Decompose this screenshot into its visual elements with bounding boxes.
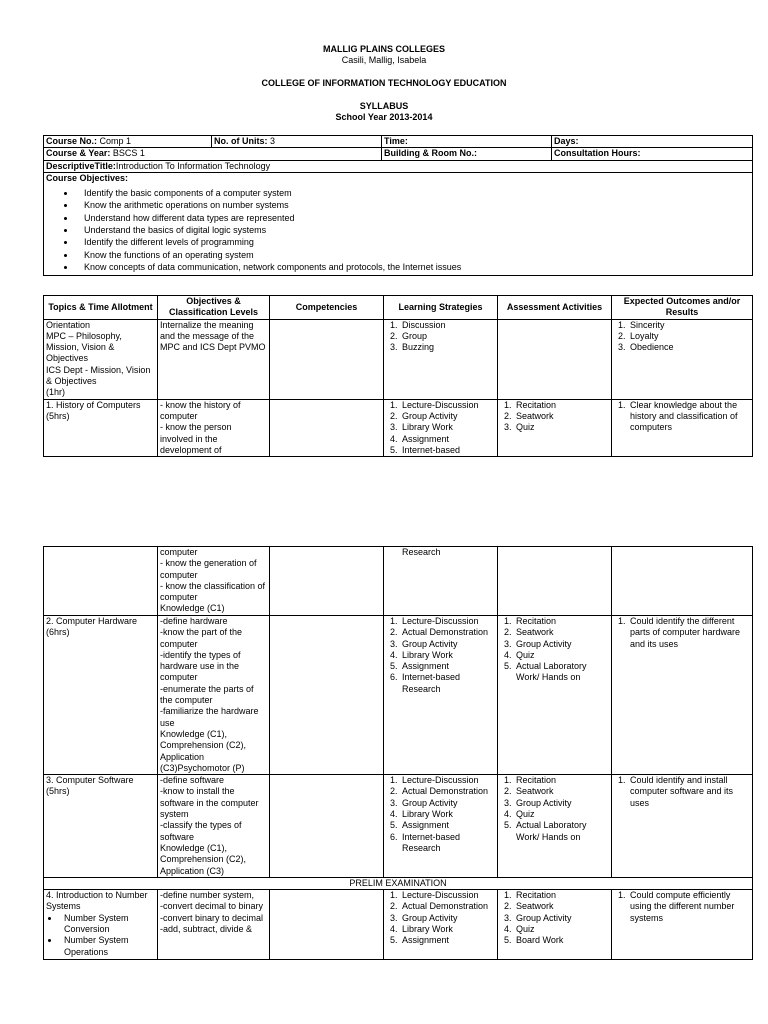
list-item: 1. Discussion [400, 320, 495, 331]
list-item: 2. Actual Demonstration [400, 627, 495, 638]
list-item: 1. Clear knowledge about the history and classification of computers [628, 400, 750, 434]
table-row [44, 616, 753, 775]
list-item: 3. Group Activity [400, 798, 495, 809]
school-year: School Year 2013-2014 [335, 112, 433, 122]
list-item: 1. Recitation [514, 890, 609, 901]
strategies-cell: Research [384, 547, 498, 616]
assessment-cell [498, 319, 612, 399]
course-no-label: Course No.: [46, 136, 98, 146]
consultation-label: Consultation Hours: [552, 148, 753, 160]
col-assessment: Assessment Activities [498, 296, 612, 320]
list-item: • Identify the different levels of programming [76, 236, 750, 248]
strategies-cell [384, 775, 498, 878]
list-item: 3. Obedience [628, 342, 750, 353]
strategies-cell [384, 890, 498, 960]
info-row [44, 136, 753, 148]
syllabus-table-page2 [43, 546, 753, 960]
list-item: 2. Actual Demonstration [400, 901, 495, 912]
time-label: Time: [382, 136, 552, 148]
list-item: 1. Recitation [514, 400, 609, 411]
list-item: 4. Quiz [514, 924, 609, 935]
list-item: 1. Lecture-Discussion [400, 616, 495, 627]
col-objectives: Objectives & Classification Levels [158, 296, 270, 320]
list-item: 5. Assignment [400, 820, 495, 831]
objectives-cell: -define software -know to install the software in the computer system -classify the types of software Knowledge (C1), Comprehension (C2), Application (C3) [158, 775, 270, 878]
col-competencies: Competencies [270, 296, 384, 320]
objectives-cell: -define hardware -know the part of the computer -identify the types of hardware use in the computer -enumerate the parts of the computer -familiarize the hardware use Knowledge (C1), Comprehension (C2), Application (C3)Psychomotor (P) [158, 616, 270, 775]
list-item: 4. Library Work [400, 924, 495, 935]
list-item: 2. Group [400, 331, 495, 342]
list-item: 3. Group Activity [514, 639, 609, 650]
list-item: 4. Quiz [514, 650, 609, 661]
list-item: 4. Library Work [400, 809, 495, 820]
list-item: 3. Quiz [514, 422, 609, 433]
list-item: 3. Buzzing [400, 342, 495, 353]
competencies-cell [270, 319, 384, 399]
col-outcomes: Expected Outcomes and/or Results [612, 296, 753, 320]
list-item: 6. Internet-based Research [400, 832, 495, 855]
outcomes-cell [612, 399, 753, 456]
list-item: 2. Seatwork [514, 786, 609, 797]
list-item: 3. Group Activity [400, 639, 495, 650]
table-row [44, 547, 753, 616]
topic-cell: Orientation MPC – Philosophy, Mission, Vision & Objectives ICS Dept - Mission, Vision & Objectives (1hr) [44, 319, 158, 399]
building-label: Building & Room No.: [382, 148, 552, 160]
info-row [44, 148, 753, 160]
list-item: 5. Actual Laboratory Work/ Hands on [514, 820, 609, 843]
topic-cell [44, 890, 158, 960]
list-item: 1. Sincerity [628, 320, 750, 331]
course-year-cell [44, 148, 382, 160]
list-item: • Number System Conversion [60, 913, 155, 936]
col-topics: Topics & Time Allotment [44, 296, 158, 320]
topic-subtopics [46, 913, 155, 958]
college-address: Casili, Mallig, Isabela [341, 55, 427, 65]
prelim-examination-label: PRELIM EXAMINATION [44, 877, 753, 889]
competencies-cell [270, 616, 384, 775]
course-year-label: Course & Year: [46, 148, 111, 159]
course-objectives-label: Course Objectives: [46, 172, 129, 183]
list-item: 5. Assignment [400, 935, 495, 946]
list-item: 3. Group Activity [400, 913, 495, 924]
list-item: 1. Recitation [514, 775, 609, 786]
col-strategies: Learning Strategies [384, 296, 498, 320]
strategies-cell [384, 616, 498, 775]
list-item: 5. Internet-based [400, 445, 495, 456]
list-item: • Number System Operations [60, 935, 155, 958]
assessment-cell [498, 547, 612, 616]
topic-cell [44, 547, 158, 616]
list-item: • Understand the basics of digital logic systems [76, 224, 750, 236]
list-item: 4. Assignment [400, 434, 495, 445]
assessment-cell [498, 399, 612, 456]
list-item: 2. Seatwork [514, 901, 609, 912]
list-item: 3. Group Activity [514, 913, 609, 924]
list-item: 1. Could identify the different parts of computer hardware and its uses [628, 616, 750, 650]
college-name: MALLIG PLAINS COLLEGES [322, 44, 445, 54]
units-value: 3 [267, 136, 276, 146]
assessment-cell [498, 775, 612, 878]
assessment-cell [498, 616, 612, 775]
objectives-cell: - know the history of computer - know the person involved in the development of [158, 399, 270, 456]
topic-cell: 1. History of Computers (5hrs) [44, 399, 158, 456]
list-item: 1. Could identify and install computer software and its uses [628, 775, 750, 809]
list-item: 1. Lecture-Discussion [400, 400, 495, 411]
objectives-cell: -define number system, -convert decimal to binary -convert binary to decimal -add, subtract, divide & [158, 890, 270, 960]
list-item: • Know the arithmetic operations on number systems [76, 199, 750, 211]
table-row [44, 399, 753, 456]
topic-cell: 2. Computer Hardware (6hrs) [44, 616, 158, 775]
course-objectives-list [46, 187, 750, 273]
objectives-cell: computer - know the generation of computer - know the classification of computer Knowledge (C1) [158, 547, 270, 616]
descriptive-title-label: DescriptiveTitle: [46, 160, 116, 171]
table-header-row [44, 296, 753, 320]
course-year-value: BSCS 1 [110, 148, 145, 159]
competencies-cell [270, 399, 384, 456]
outcomes-cell [612, 319, 753, 399]
list-item: • Know concepts of data communication, network components and protocols, the Internet issues [76, 261, 750, 273]
list-item: 1. Recitation [514, 616, 609, 627]
list-item: 2. Seatwork [514, 411, 609, 422]
outcomes-cell [612, 547, 753, 616]
list-item: 1. Lecture-Discussion [400, 775, 495, 786]
units-cell [212, 136, 382, 148]
list-item: 2. Actual Demonstration [400, 786, 495, 797]
info-row [44, 160, 753, 172]
descriptive-title-value: Introduction To Information Technology [115, 160, 271, 171]
outcomes-cell [612, 890, 753, 960]
table-row [44, 319, 753, 399]
list-item: 5. Assignment [400, 661, 495, 672]
list-item: • Understand how different data types are represented [76, 212, 750, 224]
competencies-cell [270, 547, 384, 616]
syllabus-table-page1 [43, 295, 753, 457]
exam-row [44, 877, 753, 889]
table-row [44, 890, 753, 960]
outcomes-cell [612, 775, 753, 878]
competencies-cell [270, 775, 384, 878]
list-item: 4. Quiz [514, 809, 609, 820]
topic-title: 4. Introduction to Number Systems [46, 890, 148, 912]
objectives-cell: Internalize the meaning and the message of the MPC and ICS Dept PVMO [158, 319, 270, 399]
list-item: 6. Internet-based Research [400, 672, 495, 695]
info-row [44, 172, 753, 275]
list-item: • Identify the basic components of a computer system [76, 187, 750, 199]
course-info-table [43, 135, 753, 276]
list-item: 2. Seatwork [514, 627, 609, 638]
strategies-cell [384, 319, 498, 399]
course-objectives-cell [44, 172, 753, 275]
list-item: 1. Lecture-Discussion [400, 890, 495, 901]
department-name: COLLEGE OF INFORMATION TECHNOLOGY EDUCATION [261, 78, 507, 88]
days-label: Days: [552, 136, 753, 148]
strategies-cell [384, 399, 498, 456]
assessment-cell [498, 890, 612, 960]
competencies-cell [270, 890, 384, 960]
course-no-value: Comp 1 [97, 136, 132, 146]
list-item: • Know the functions of an operating system [76, 249, 750, 261]
units-label: No. of Units: [214, 136, 268, 146]
descriptive-title-cell [44, 160, 753, 172]
table-row [44, 775, 753, 878]
list-item: 4. Library Work [400, 650, 495, 661]
list-item: 3. Library Work [400, 422, 495, 433]
list-item: 1. Could compute efficiently using the different number systems [628, 890, 750, 924]
list-item: 2. Loyalty [628, 331, 750, 342]
outcomes-cell [612, 616, 753, 775]
list-item: 3. Group Activity [514, 798, 609, 809]
document-title: SYLLABUS [359, 101, 409, 111]
list-item: 5. Board Work [514, 935, 609, 946]
list-item: 2. Group Activity [400, 411, 495, 422]
course-no-cell [44, 136, 212, 148]
list-item: 5. Actual Laboratory Work/ Hands on [514, 661, 609, 684]
topic-cell: 3. Computer Software (5hrs) [44, 775, 158, 878]
